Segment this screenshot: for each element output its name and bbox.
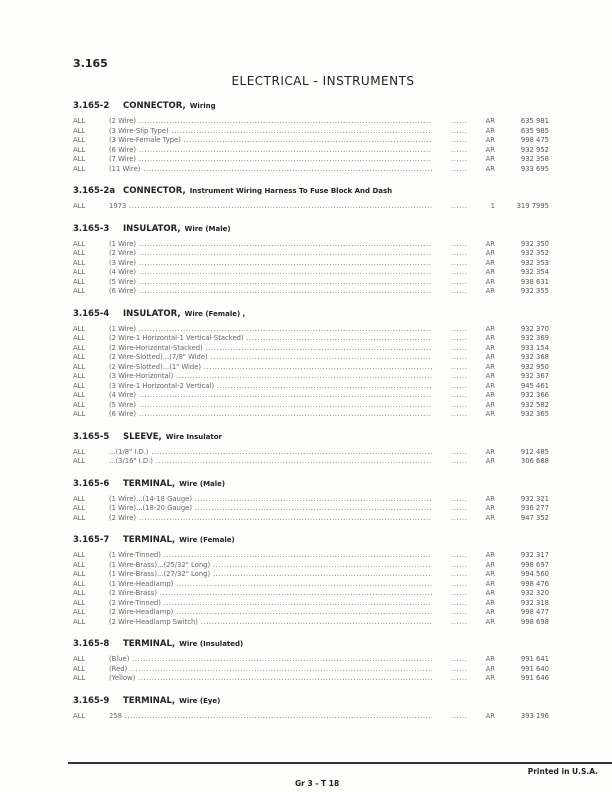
quantity: AR [485, 674, 495, 682]
leader-dots: ...... [451, 551, 468, 559]
applicability: ALL [73, 711, 86, 720]
table-row [73, 155, 549, 165]
table-row [73, 165, 549, 175]
table-row [73, 551, 549, 561]
leader-dots: ...... [451, 674, 468, 682]
table-row [73, 363, 549, 373]
description: (3 Wire-Horizontal) ..... [109, 372, 432, 382]
section-subtitle: Wire Insulator [165, 432, 222, 441]
section-header [73, 530, 549, 544]
section-subtitle: Wire (Male) [179, 479, 226, 488]
part-number: 932 353 [520, 258, 549, 267]
leader-dots: ...... [451, 608, 468, 616]
part-number: 635 981 [520, 117, 549, 125]
part-number: 998 477 [520, 608, 549, 616]
leader-dots: ...... [451, 287, 468, 295]
quantity: AR [485, 617, 495, 626]
table-row [73, 580, 549, 590]
table-row [73, 514, 549, 524]
applicability: ALL [73, 381, 86, 390]
description: (2 Wire-Horizontal-Stacked) ..... [109, 344, 432, 354]
part-number: 932 352 [520, 249, 549, 257]
applicability: ALL [73, 400, 86, 409]
section-number: 3.165-4 [73, 308, 110, 319]
leader-dots: ...... [451, 249, 468, 257]
part-number: 991 641 [520, 655, 549, 663]
parts-section [73, 181, 549, 212]
applicability: ALL [73, 287, 86, 295]
quantity: AR [485, 560, 495, 569]
applicability: ALL [73, 494, 86, 503]
table-row [73, 504, 549, 514]
description: (2 Wire-Slotted)...(7/8" Wide) ..... [109, 353, 432, 363]
table-row [73, 457, 549, 467]
leader-dots: ...... [451, 664, 468, 673]
printed-in-label: Printed in U.S.A. [527, 767, 598, 776]
description: (2 Wire-Headlamp) ..... [109, 608, 432, 618]
quantity: AR [485, 598, 495, 607]
part-number: 933 154 [520, 343, 549, 352]
part-number: 393 196 [520, 711, 549, 720]
quantity: AR [485, 117, 495, 125]
description: (6 Wire) ..... [109, 410, 432, 420]
section-header [73, 474, 549, 488]
part-number: 945 461 [520, 381, 549, 390]
applicability: ALL [73, 551, 86, 559]
quantity: AR [485, 513, 495, 522]
description: (2 Wire) ..... [109, 514, 432, 524]
part-number: 998 698 [520, 617, 549, 626]
description: (3 Wire-Female Type) ..... [109, 136, 432, 146]
leader-dots: ...... [451, 513, 468, 522]
applicability: ALL [73, 674, 86, 682]
leader-dots: ...... [451, 400, 468, 409]
description: (2 Wire-Brass) ..... [109, 589, 432, 599]
leader-dots: ...... [451, 391, 468, 399]
parts-section [73, 634, 549, 684]
quantity: AR [485, 249, 495, 257]
table-row [73, 202, 549, 212]
leader-dots: ...... [451, 372, 468, 380]
quantity: AR [485, 277, 495, 286]
part-number: 998 476 [520, 579, 549, 588]
description: 1973 ..... [109, 202, 432, 212]
quantity: AR [485, 258, 495, 267]
quantity: AR [485, 457, 495, 465]
description: (2 Wire-Headlamp Switch) ..... [109, 618, 432, 628]
table-row [73, 268, 549, 278]
applicability: ALL [73, 655, 86, 663]
table-row [73, 259, 549, 269]
leader-dots: ...... [451, 410, 468, 418]
table-row [73, 127, 549, 137]
applicability: ALL [73, 504, 86, 512]
leader-dots: ...... [451, 268, 468, 276]
page-title: ELECTRICAL - INSTRUMENTS [231, 74, 415, 88]
applicability: ALL [73, 457, 86, 465]
parts-section [73, 304, 549, 420]
part-number: 936 277 [520, 504, 549, 512]
leader-dots: ...... [451, 155, 468, 163]
table-row [73, 146, 549, 156]
applicability: ALL [73, 202, 86, 210]
applicability: ALL [73, 608, 86, 616]
table-row [73, 589, 549, 599]
table-row [73, 665, 549, 675]
table-row [73, 674, 549, 684]
leader-dots: ...... [451, 145, 468, 154]
table-row [73, 608, 549, 618]
description: (2 Wire-Tinned) ..... [109, 599, 432, 609]
applicability: ALL [73, 617, 86, 626]
quantity: AR [485, 353, 495, 361]
section-number: 3.165-9 [73, 695, 110, 706]
part-number: 932 358 [520, 155, 549, 163]
table-row [73, 448, 549, 458]
parts-list [73, 96, 549, 728]
quantity: AR [485, 504, 495, 512]
leader-dots: ...... [451, 164, 468, 173]
leader-dots: ...... [451, 381, 468, 390]
description: (1 Wire) ..... [109, 240, 432, 250]
section-name: CONNECTOR, [123, 186, 186, 196]
description: (Blue) ..... [109, 655, 432, 665]
part-number: 932 370 [520, 324, 549, 333]
description: (6 Wire) ..... [109, 146, 432, 156]
quantity: AR [485, 126, 495, 135]
part-number: 938 631 [520, 277, 549, 286]
applicability: ALL [73, 513, 86, 522]
section-header [73, 304, 549, 318]
section-subtitle: Wire (Female) , [184, 309, 246, 318]
part-number: 991 640 [520, 664, 549, 673]
description: (1 Wire)...(14-18 Gauge) ..... [109, 495, 432, 505]
leader-dots: ...... [451, 504, 468, 512]
leader-dots: ...... [451, 494, 468, 503]
description: ...(1/8" I.D.) ..... [109, 448, 432, 458]
leader-dots: ...... [451, 617, 468, 626]
table-row [73, 249, 549, 259]
section-subtitle: Instrument Wiring Harness To Fuse Block And Dash [189, 187, 393, 195]
description: (7 Wire) ..... [109, 155, 432, 165]
table-row [73, 353, 549, 363]
description: (1 Wire-Brass)...(25/32" Long) ..... [109, 561, 432, 571]
section-name: TERMINAL, [123, 639, 176, 649]
part-number: 319 7995 [516, 202, 549, 210]
table-row [73, 570, 549, 580]
part-number: 932 950 [520, 362, 549, 371]
part-number: 932 582 [520, 400, 549, 409]
applicability: ALL [73, 362, 86, 371]
description: (6 Wire) ..... [109, 287, 432, 297]
applicability: ALL [73, 579, 86, 588]
quantity: AR [485, 391, 495, 399]
section-subtitle: Wire (Insulated) [179, 640, 244, 648]
quantity: AR [485, 164, 495, 173]
section-number: 3.165-7 [73, 535, 110, 545]
section-header [73, 219, 549, 233]
table-row [73, 287, 549, 297]
leader-dots: ...... [451, 560, 468, 569]
applicability: ALL [73, 277, 86, 286]
part-number: 932 366 [520, 391, 549, 399]
quantity: AR [485, 334, 495, 342]
quantity: AR [485, 145, 495, 154]
applicability: ALL [73, 589, 86, 597]
part-number: 998 697 [520, 560, 549, 569]
part-number: 932 952 [520, 145, 549, 154]
table-row [73, 278, 549, 288]
footer-divider [68, 762, 612, 764]
applicability: ALL [73, 268, 86, 276]
description: (4 Wire) ..... [109, 391, 432, 401]
quantity: AR [485, 570, 495, 578]
applicability: ALL [73, 598, 86, 607]
leader-dots: ...... [451, 579, 468, 588]
section-subtitle: Wiring [189, 102, 216, 110]
description: (5 Wire) ..... [109, 278, 432, 288]
table-row [73, 382, 549, 392]
part-number: 912 485 [520, 447, 549, 456]
section-name: TERMINAL, [123, 535, 176, 545]
table-row [73, 136, 549, 146]
applicability: ALL [73, 249, 86, 257]
section-name: TERMINAL, [123, 478, 176, 489]
table-row [73, 117, 549, 127]
part-number: 932 350 [520, 239, 549, 248]
section-header [73, 634, 549, 648]
section-subtitle: Wire (Female) [179, 536, 235, 544]
quantity: AR [485, 343, 495, 352]
leader-dots: ...... [451, 589, 468, 597]
section-header [73, 691, 549, 705]
quantity: AR [485, 494, 495, 503]
section-name: INSULATOR, [123, 223, 181, 234]
section-number: 3.165-8 [73, 639, 110, 649]
description: (Yellow) ..... [109, 674, 432, 684]
description: ...(3/16" I.D.) ..... [109, 457, 432, 467]
applicability: ALL [73, 258, 86, 267]
description: (2 Wire-Slotted)...(1" Wide) ..... [109, 363, 432, 373]
leader-dots: ...... [451, 324, 468, 333]
table-row [73, 344, 549, 354]
part-number: 932 355 [520, 287, 549, 295]
leader-dots: ...... [451, 277, 468, 286]
applicability: ALL [73, 570, 86, 578]
section-name: INSULATOR, [123, 308, 181, 319]
section-name: CONNECTOR, [123, 101, 186, 111]
description: (2 Wire) ..... [109, 117, 432, 127]
table-row [73, 561, 549, 571]
quantity: AR [485, 608, 495, 616]
quantity: AR [485, 410, 495, 418]
part-number: 932 321 [520, 494, 549, 503]
leader-dots: ...... [451, 202, 468, 210]
description: (3 Wire-1 Horizontal-2 Vertical) ..... [109, 382, 432, 392]
quantity: AR [485, 551, 495, 559]
applicability: ALL [73, 126, 86, 135]
section-number: 3.165-2a [73, 186, 116, 196]
table-row [73, 240, 549, 250]
parts-section [73, 691, 549, 722]
quantity: AR [485, 136, 495, 144]
section-header [73, 427, 549, 441]
table-row [73, 325, 549, 335]
part-number: 932 320 [520, 589, 549, 597]
parts-section [73, 219, 549, 297]
parts-section [73, 427, 549, 467]
quantity: AR [485, 589, 495, 597]
leader-dots: ...... [451, 362, 468, 371]
part-number: 932 317 [520, 551, 549, 559]
table-row [73, 618, 549, 628]
description: (4 Wire) ..... [109, 268, 432, 278]
part-number: 932 318 [520, 598, 549, 607]
table-row [73, 391, 549, 401]
section-number: 3.165-3 [73, 223, 110, 234]
section-number: 3.165-6 [73, 478, 110, 489]
leader-dots: ...... [451, 353, 468, 361]
section-subtitle: Wire (Male) [184, 224, 231, 233]
part-number: 998 475 [520, 136, 549, 144]
description: (2 Wire-1 Horizontal-1 Vertical-Stacked) ..... [109, 334, 432, 344]
section-number: 3.165-2 [73, 101, 110, 111]
leader-dots: ...... [451, 117, 468, 125]
applicability: ALL [73, 372, 86, 380]
section-number: 3.165-5 [73, 431, 110, 442]
leader-dots: ...... [451, 570, 468, 578]
leader-dots: ...... [451, 655, 468, 663]
quantity: AR [485, 655, 495, 663]
parts-section [73, 474, 549, 524]
parts-section [73, 530, 549, 627]
applicability: ALL [73, 343, 86, 352]
part-number: 306 688 [520, 457, 549, 465]
quantity: AR [485, 372, 495, 380]
leader-dots: ...... [451, 598, 468, 607]
quantity: AR [485, 362, 495, 371]
applicability: ALL [73, 391, 86, 399]
applicability: ALL [73, 136, 86, 144]
applicability: ALL [73, 164, 86, 173]
table-row [73, 655, 549, 665]
part-number: 994 560 [520, 570, 549, 578]
quantity: AR [485, 324, 495, 333]
description: (Red) ..... [109, 665, 432, 675]
quantity: 1 [490, 202, 495, 210]
applicability: ALL [73, 447, 86, 456]
leader-dots: ...... [451, 258, 468, 267]
description: (3 Wire) ..... [109, 259, 432, 269]
quantity: AR [485, 239, 495, 248]
applicability: ALL [73, 324, 86, 333]
parts-section [73, 96, 549, 174]
description: (3 Wire-Slip Type) ..... [109, 127, 432, 137]
part-number: 932 367 [520, 372, 549, 380]
applicability: ALL [73, 353, 86, 361]
part-number: 635 985 [520, 126, 549, 135]
part-number: 933 695 [520, 164, 549, 173]
applicability: ALL [73, 410, 86, 418]
description: (1 Wire)...(18-20 Gauge) ..... [109, 504, 432, 514]
table-row [73, 401, 549, 411]
leader-dots: ...... [451, 126, 468, 135]
description: (1 Wire-Brass)...(27/32" Long) ..... [109, 570, 432, 580]
applicability: ALL [73, 334, 86, 342]
applicability: ALL [73, 560, 86, 569]
description: 258 ..... [109, 712, 432, 722]
leader-dots: ...... [451, 711, 468, 720]
section-name: SLEEVE, [123, 431, 162, 442]
quantity: AR [485, 400, 495, 409]
table-row [73, 410, 549, 420]
leader-dots: ...... [451, 457, 468, 465]
applicability: ALL [73, 664, 86, 673]
quantity: AR [485, 268, 495, 276]
applicability: ALL [73, 239, 86, 248]
table-row [73, 334, 549, 344]
part-number: 932 354 [520, 268, 549, 276]
quantity: AR [485, 155, 495, 163]
table-row [73, 372, 549, 382]
quantity: AR [485, 287, 495, 295]
description: (11 Wire) ..... [109, 165, 432, 175]
leader-dots: ...... [451, 334, 468, 342]
part-number: 932 369 [520, 334, 549, 342]
description: (1 Wire-Tinned) ..... [109, 551, 432, 561]
table-row [73, 599, 549, 609]
part-number: 947 352 [520, 513, 549, 522]
leader-dots: ...... [451, 136, 468, 144]
applicability: ALL [73, 117, 86, 125]
quantity: AR [485, 381, 495, 390]
quantity: AR [485, 447, 495, 456]
description: (1 Wire) ..... [109, 325, 432, 335]
leader-dots: ...... [451, 447, 468, 456]
page-code: Gr 3 - T 18 [295, 779, 340, 788]
quantity: AR [485, 711, 495, 720]
table-row [73, 495, 549, 505]
section-header [73, 181, 549, 195]
applicability: ALL [73, 145, 86, 154]
section-header [73, 96, 549, 110]
description: (1 Wire-Headlamp) ..... [109, 580, 432, 590]
part-number: 932 365 [520, 410, 549, 418]
page-number: 3.165 [73, 57, 108, 70]
section-subtitle: Wire (Eye) [179, 696, 221, 705]
applicability: ALL [73, 155, 86, 163]
description: (2 Wire) ..... [109, 249, 432, 259]
quantity: AR [485, 664, 495, 673]
leader-dots: ...... [451, 239, 468, 248]
part-number: 991 646 [520, 674, 549, 682]
quantity: AR [485, 579, 495, 588]
part-number: 932 368 [520, 353, 549, 361]
description: (5 Wire) ..... [109, 401, 432, 411]
table-row [73, 712, 549, 722]
leader-dots: ...... [451, 343, 468, 352]
section-name: TERMINAL, [123, 695, 176, 706]
